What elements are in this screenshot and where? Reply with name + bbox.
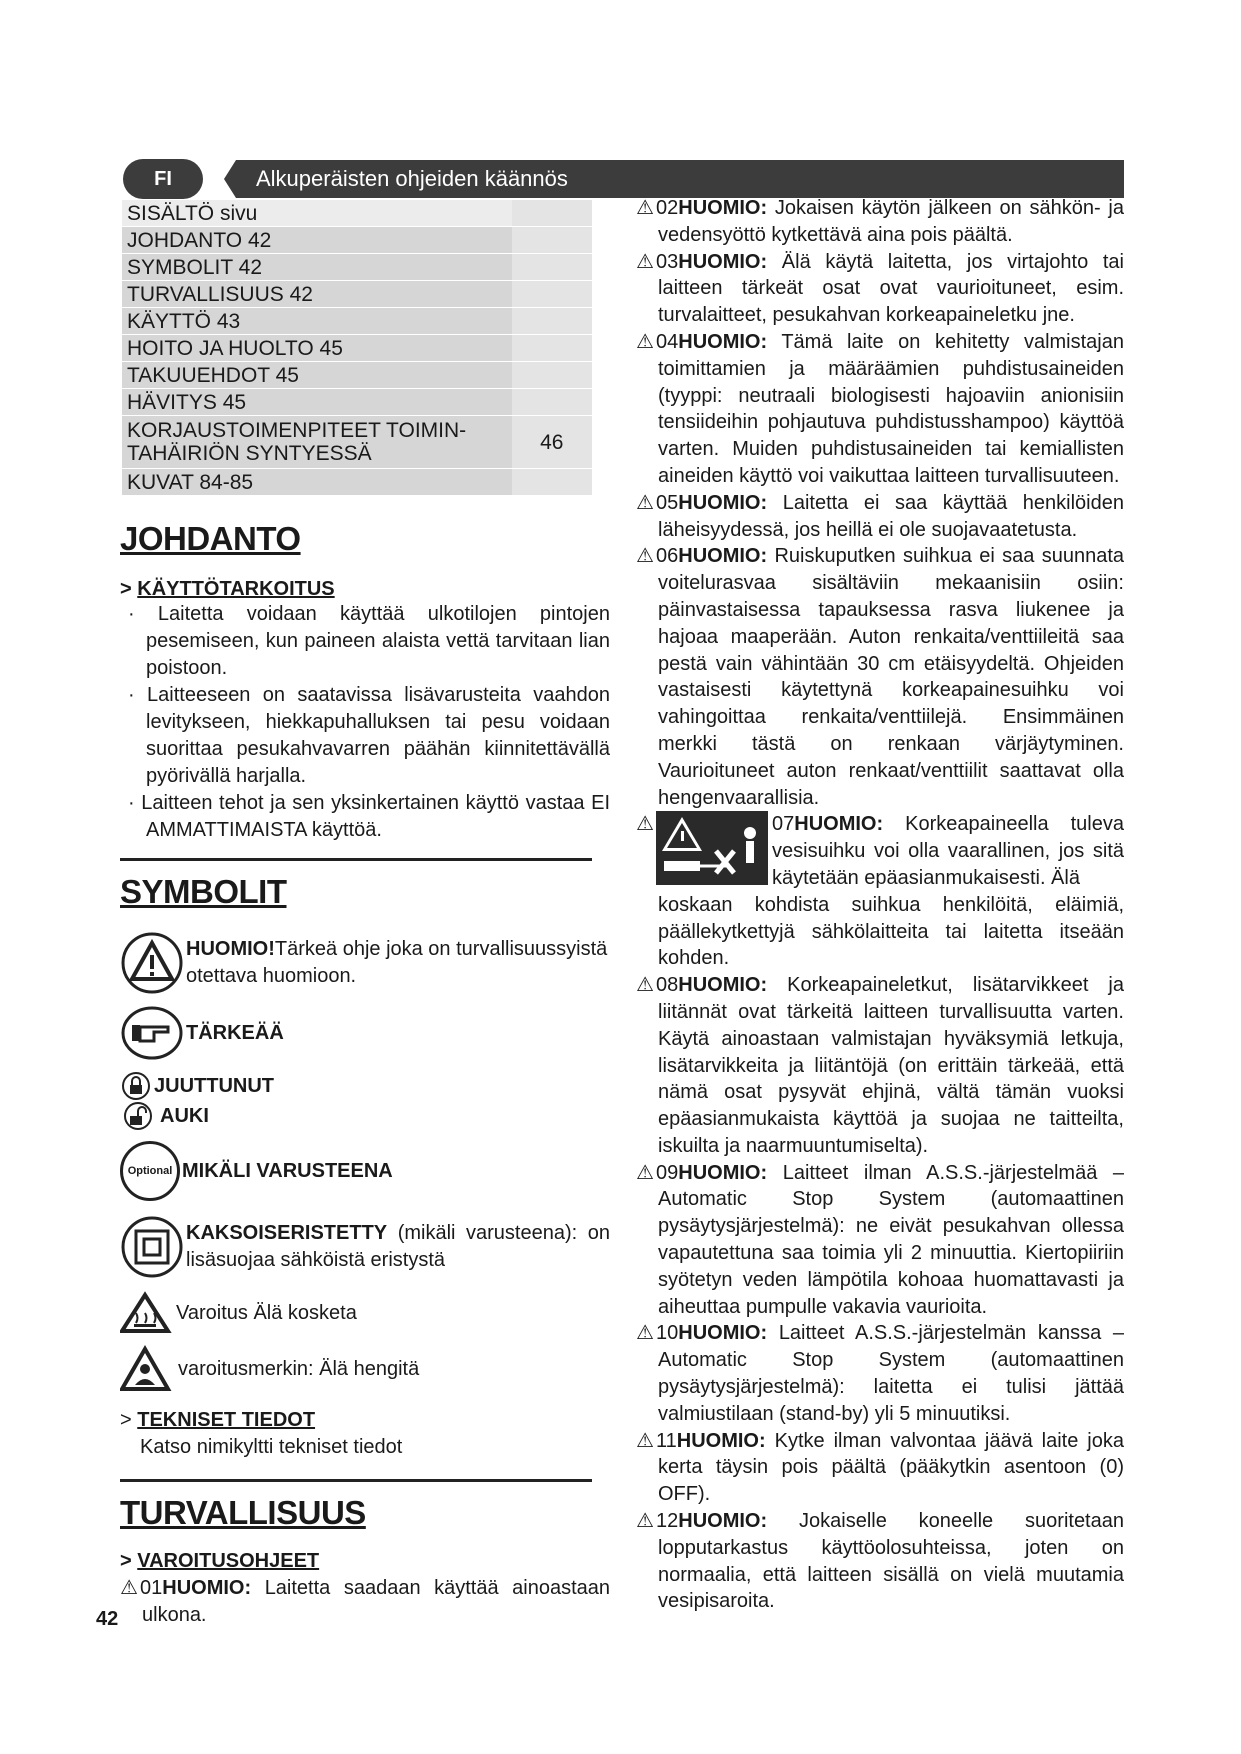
toc-item[interactable]: HÄVITYS 45 <box>122 389 512 416</box>
warning-triangle-icon: ⚠ <box>636 1161 654 1184</box>
warning-item: ⚠ 02HUOMIO: Jokaisen käytön jälkeen on sähkön- ja vedensyöttö kytkettävä aina pois päältä. <box>636 197 1124 246</box>
section-divider <box>120 858 592 861</box>
toc-page <box>512 308 592 335</box>
tech-text: Katso nimikyltti tekniset tiedot <box>140 1436 403 1458</box>
toc-page <box>512 281 592 308</box>
table-of-contents <box>122 200 592 496</box>
symbol-do-not-breathe <box>120 1345 610 1393</box>
section-divider <box>120 1479 592 1482</box>
breathe-label: varoitusmerkin: Älä hengitä <box>178 1357 420 1380</box>
warning-triangle-icon: ⚠ <box>636 1322 654 1345</box>
warning-item: ⚠ 05HUOMIO: Laitetta ei saa käyttää henkilöiden läheisyydessä, jos heillä ei ole suojavaatetusta. <box>636 491 1124 541</box>
toc-page: 46 <box>512 416 592 469</box>
bullet-item: · Laitteen tehot ja sen yksinkertainen käyttö vastaa EI AMMATTIMAISTA käyttöä. <box>128 792 610 841</box>
header-arrow <box>224 160 236 198</box>
warning-triangle-icon: ⚠ <box>636 545 654 568</box>
warning-item: ⚠ 04HUOMIO: Tämä laite on kehitetty valmistajan toimittamien ja määräämien puhdistusaineiden (tyyppi: neutraali biologisesti hajoaviin anionisiin tensiideihin pohjautuva puhdistusshampoo) käyttöä varten. Muiden puhdistusaineiden tai kemiallisten aineiden käyttö voi vaikuttaa laitteen turvallisuuteen. <box>636 330 1124 487</box>
toc-page <box>512 200 592 227</box>
important-label: TÄRKEÄÄ <box>186 1021 284 1044</box>
header-title: Alkuperäisten ohjeiden käännös <box>236 160 1124 198</box>
locked-label: JUUTTUNUT <box>154 1074 274 1097</box>
toc-item[interactable]: TURVALLISUUS 42 <box>122 281 512 308</box>
toc-item[interactable]: HOITO JA HUOLTO 45 <box>122 335 512 362</box>
lock-open-icon <box>120 1101 160 1131</box>
lock-closed-icon <box>120 1071 154 1101</box>
warning-item: ⚠ 03HUOMIO: Älä käytä laitetta, jos virtajohto tai laitteen tärkeät osat ovat vaurioituneet, esim. turvalaitteet, pesukahvan korkeapaineletku jne. <box>636 250 1124 327</box>
left-column <box>120 520 610 1629</box>
warning-triangle-icon: ⚠ <box>636 1510 654 1533</box>
warning-item: ⚠ 12HUOMIO: Jokaiselle koneelle suoritetaan lopputarkastus käyttöolosuhteissa, joten on normaalia, että laitteen sisällä on vielä muutamia vesipisaroita. <box>636 1510 1124 1613</box>
toc-item[interactable] <box>122 416 512 469</box>
toc-item[interactable]: TAKUUEHDOT 45 <box>122 362 512 389</box>
warning-item: ⚠ 06HUOMIO: Ruiskuputken suihkua ei saa suunnata voitelurasvaa sisältäviin mekaanisiin osiin: päinvastaisessa tapauksessa rasva liukenee ja hajoaa maaperään. Auton renkaita/venttiileitä saa pestä vain vähintään 30 cm etäisyydeltä. Ohjeiden vastaisesti käytettynä korkeapainesuihku voi vahingoittaa renkaita/venttiilejä. Ensimmäinen merkki tästä on renkaan värjäytyminen. Vaurioituneet auton renkaat/venttiilit saattavat olla hengenvaarallisia. <box>636 545 1124 809</box>
language-badge: FI <box>123 159 203 199</box>
symbol-important <box>120 1005 610 1061</box>
warning-item: ⚠ 08HUOMIO: Korkeapaineletkut, lisätarvikkeet ja liitännät ovat tärkeitä laitteen turvallisuutta varten. Käytä ainoastaan valmistajan hyväksymiä letkuja, lisätarvikkeita ja liitäntöjä (on erittäin tärkeää, että nämä osat pysyvät ehjinä, vältä tämän vuoksi epäasianmukaista käyttöä ja suojaa ne taitteilta, iskuilta ja naarmuuntumiselta). <box>636 974 1124 1157</box>
toc-page <box>512 389 592 416</box>
optional-icon: Optional <box>120 1141 180 1201</box>
symbol-hot-surface <box>120 1291 610 1335</box>
warning-triangle-icon: ⚠ <box>636 491 654 514</box>
toc-page <box>512 362 592 389</box>
warning-item: ⚠ 10HUOMIO: Laitteet A.S.S.-järjestelmän kanssa – Automatic Stop System (automaattinen pysäytysjärjestelmä): laitetta ei tulisi jättää valmiustilaan (stand-by) yli 5 minuutiksi. <box>636 1322 1124 1425</box>
spray-hazard-pictogram <box>656 811 768 885</box>
purpose-subheading: > KÄYTTÖTARKOITUS <box>120 578 335 600</box>
symbol-attention: HUOMIO!Tärkeä ohje joka on turvallisuussyistä otettava huomioon. <box>120 931 610 995</box>
toc-page <box>512 335 592 362</box>
hot-surface-icon <box>120 1291 174 1335</box>
symbols-heading: SYMBOLIT <box>120 873 287 910</box>
safety-heading: TURVALLISUUS <box>120 1494 366 1531</box>
warning-item: ⚠ 01HUOMIO: Laitetta saadaan käyttää ainoastaan ulkona. <box>120 1577 610 1626</box>
warning-item-07: ⚠ 07HUOMIO: Korkeapaineella tuleva vesisuihku voi olla vaarallinen, jos sitä käytetään epäasianmukaisesti. Älä <box>636 813 1124 889</box>
tech-subheading: > TEKNISET TIEDOT <box>120 1409 316 1431</box>
optional-label: MIKÄLI VARUSTEENA <box>182 1159 393 1182</box>
toc-item[interactable]: SYMBOLIT 42 <box>122 254 512 281</box>
warning-item: ⚠ 11HUOMIO: Kytke ilman valvontaa jäävä laite joka kerta täysin pois päältä (pääkytkin asentoon (0) OFF). <box>636 1429 1124 1506</box>
bullet-item: · Laitteeseen on saatavissa lisävarusteita vaahdon levitykseen, hiekkapuhalluksen tai pesu voidaan suorittaa pesukahvavarren päähän kiinnitettävällä pyörivällä harjalla. <box>128 684 611 787</box>
toc-page <box>512 254 592 281</box>
pointing-hand-icon <box>120 1005 184 1061</box>
open-label: AUKI <box>160 1104 209 1127</box>
symbol-optional <box>120 1141 610 1201</box>
warning-triangle-icon: ⚠ <box>636 330 654 353</box>
intro-heading: JOHDANTO <box>120 520 301 557</box>
toc-item-line: KORJAUSTOIMENPITEET TOIMIN- <box>127 419 467 442</box>
toc-page <box>512 469 592 496</box>
toc-item[interactable]: KÄYTTÖ 43 <box>122 308 512 335</box>
symbol-double-insulated: KAKSOISERISTETTY (mikäli varusteena): on lisäsuojaa sähköistä eristystä <box>120 1215 610 1279</box>
right-column <box>636 195 1124 1615</box>
toc-item[interactable]: KUVAT 84-85 <box>122 469 512 496</box>
warning-triangle-icon: ⚠ <box>636 813 654 836</box>
warning-triangle-icon: ⚠ <box>636 197 654 219</box>
warning-triangle-icon: ⚠ <box>120 1577 138 1599</box>
toc-item-line: TAHÄIRIÖN SYNTYESSÄ <box>127 442 372 465</box>
bullet-item: · Laitetta voidaan käyttää ulkotilojen pintojen pesemiseen, kun paineen alaista vettä tarvitaan lian poistoon. <box>128 603 610 679</box>
symbol-locked <box>120 1071 610 1101</box>
do-not-breathe-icon <box>120 1345 174 1393</box>
hot-label: Varoitus Älä kosketa <box>176 1301 357 1324</box>
warning-triangle-icon: ⚠ <box>636 974 654 997</box>
warning-triangle-icon: ⚠ <box>636 1429 654 1452</box>
toc-heading: SISÄLTÖ sivu <box>122 200 512 227</box>
page-number: 42 <box>96 1608 119 1630</box>
double-insulation-icon <box>120 1215 184 1279</box>
warning-triangle-icon: ⚠ <box>636 250 654 273</box>
warning-item: ⚠ 09HUOMIO: Laitteet ilman A.S.S.-järjestelmää – Automatic Stop System (automaattinen pysäytysjärjestelmä): ne eivät pesukahvan ollessa vapautettuna saa toimia yli 2 minuuttia. Kiertopiiriin syötetyn veden lämpötila kohoaa huomattavasti ja aiheuttaa pumpulle vakavia vaurioita. <box>636 1161 1125 1318</box>
warnings-subheading: > VAROITUSOHJEET <box>120 1550 320 1572</box>
toc-page <box>512 227 592 254</box>
symbol-open <box>120 1101 610 1131</box>
toc-item[interactable]: JOHDANTO 42 <box>122 227 512 254</box>
warning-circle-icon <box>120 931 184 995</box>
warning-item-07-continued: koskaan kohdista suihkua henkilöitä, eläimiä, päällekytkettyjä sähkölaitteita tai laitetta itseään kohden. <box>658 893 1124 970</box>
